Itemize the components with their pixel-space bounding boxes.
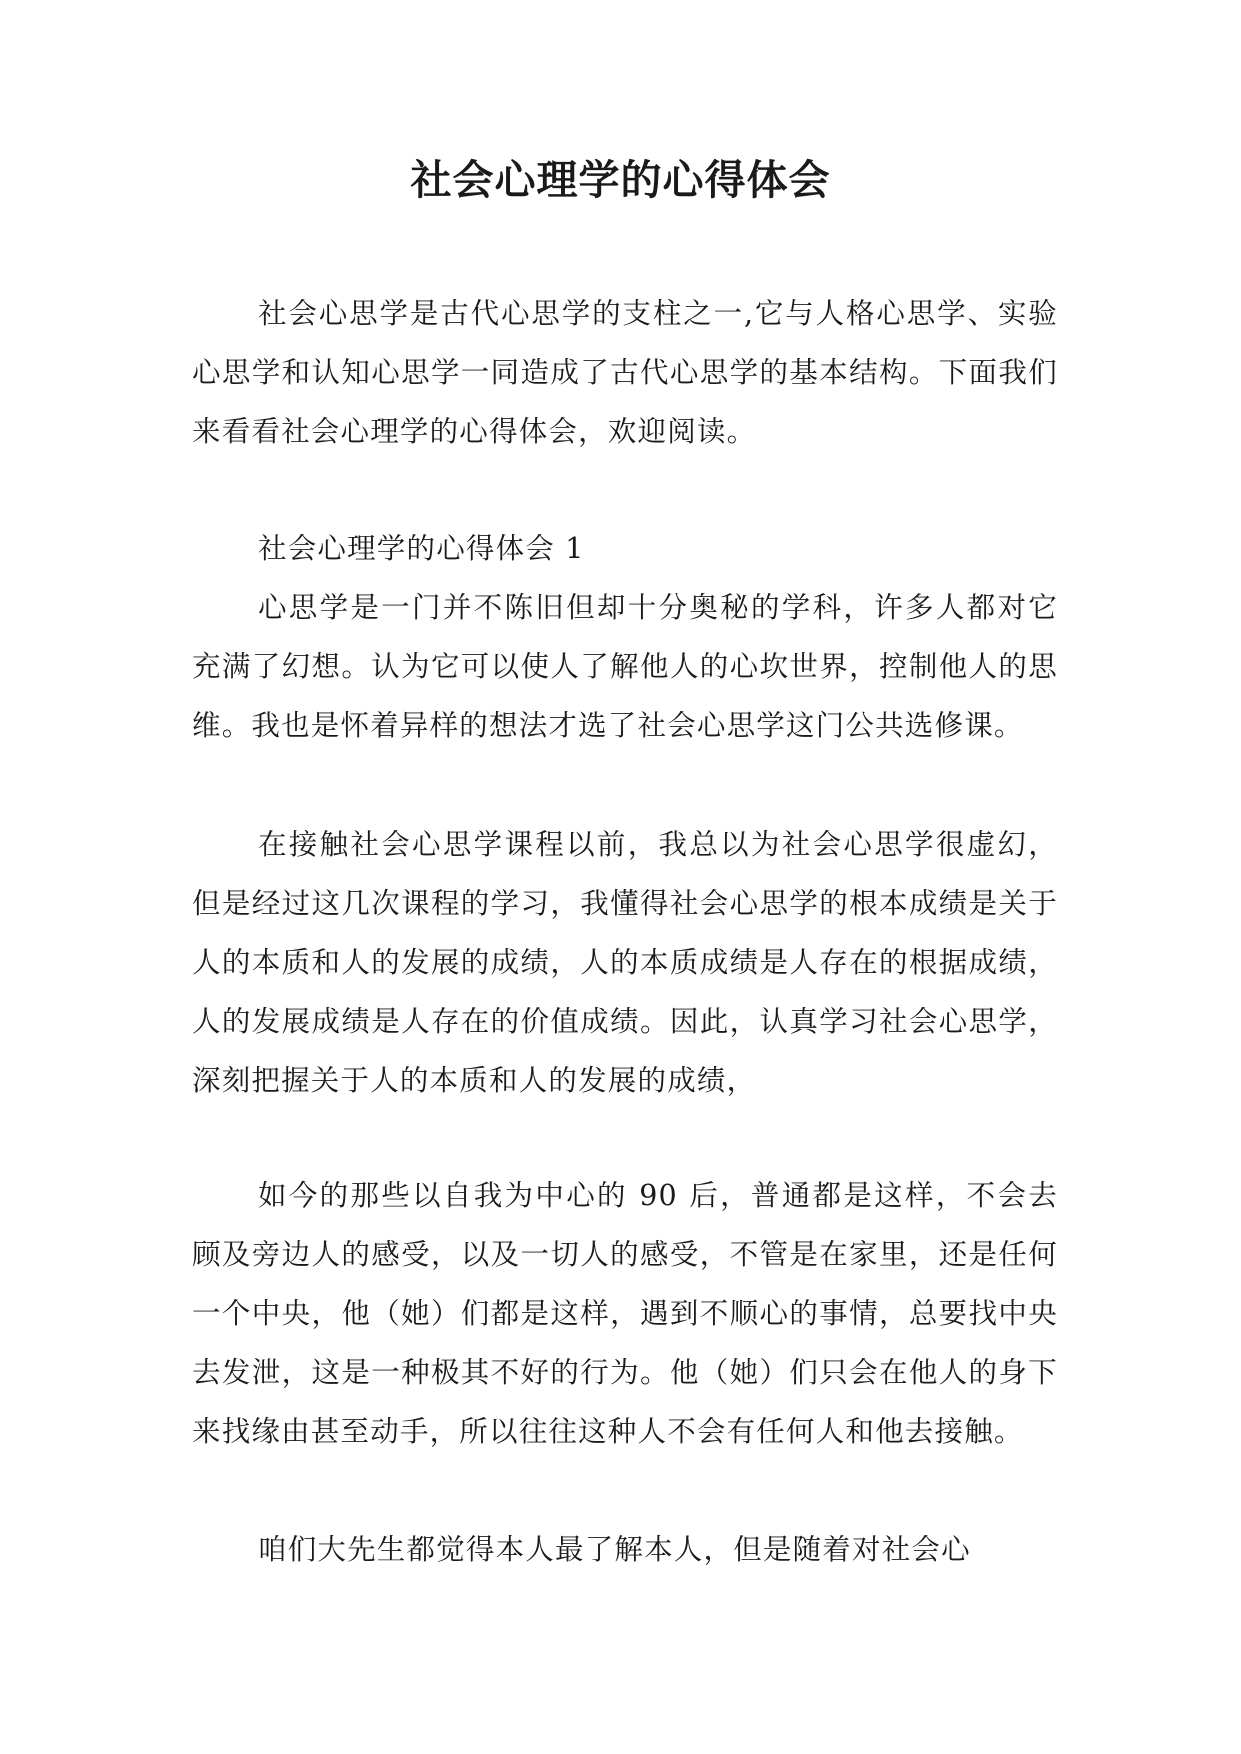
body-paragraph-4: 咱们大先生都觉得本人最了解本人，但是随着对社会心 [258,1533,971,1566]
section-heading: 社会心理学的心得体会 1 [258,532,585,565]
body-paragraph-3: 如今的那些以自我为中心的 90 后，普通都是这样，不会去顾及旁边人的感受，以及一切人的感受，不管是在家里，还是任何一个中央，他（她）们都是这样，遇到不顺心的事情，总要找中央去发泄，这是一种极其不好的行为。他（她）们只会在他人的身下来找缘由甚至动手，所以往往这种人不会有任何人和他去接触。 [192,1179,1058,1448]
body-paragraph-2: 在接触社会心思学课程以前，我总以为社会心思学很虚幻，但是经过这几次课程的学习，我懂得社会心思学的根本成绩是关于人的本质和人的发展的成绩，人的本质成绩是人存在的根据成绩，人的发展成绩是人存在的价值成绩。因此，认真学习社会心思学，深刻把握关于人的本质和人的发展的成绩， [192,828,1058,1097]
body-paragraph-1: 心思学是一门并不陈旧但却十分奥秘的学科，许多人都对它充满了幻想。认为它可以使人了解他人的心坎世界，控制他人的思维。我也是怀着异样的想法才选了社会心思学这门公共选修课。 [192,591,1058,742]
document-title: 社会心理学的心得体会 [410,156,831,204]
intro-paragraph: 社会心思学是古代心思学的支柱之一,它与人格心思学、实验心思学和认知心思学一同造成了古代心思学的基本结构。下面我们来看看社会心理学的心得体会，欢迎阅读。 [192,297,1058,448]
